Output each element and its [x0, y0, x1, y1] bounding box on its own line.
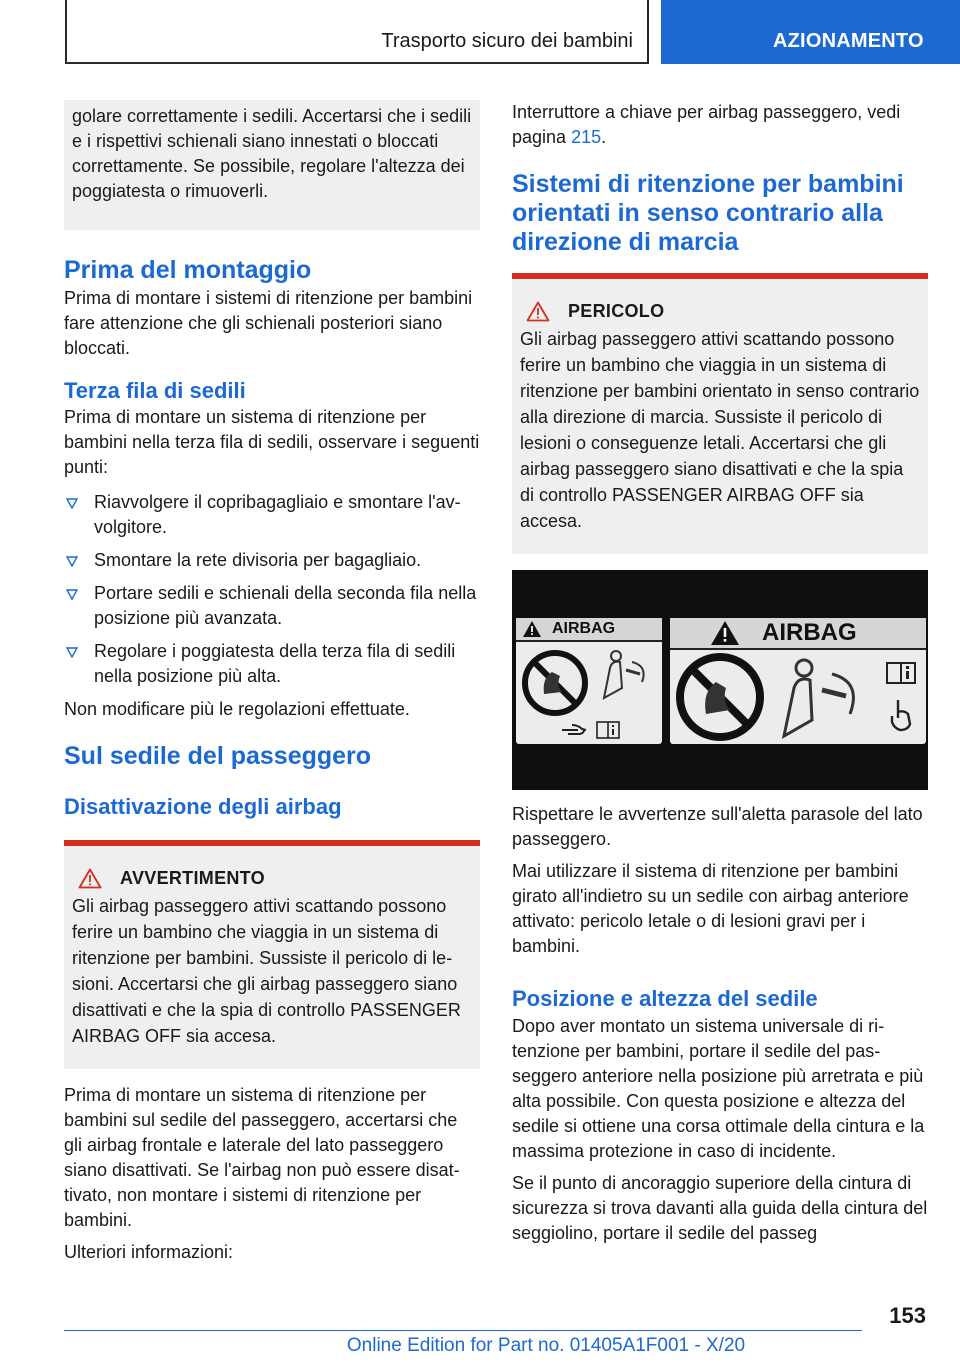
heading-disattivazione-airbag: Disattivazione degli airbag: [64, 794, 342, 819]
triangle-bullet-icon: [66, 498, 78, 509]
paragraph-never-use: Mai utilizzare il sistema di ritenzione per bambini girato all'indietro su un sedile con airbag anteriore attivato: pericolo letale o di lesioni gravi per i bambini.: [512, 861, 909, 956]
pointing-hand-icon: [560, 721, 588, 739]
key-switch-period: .: [601, 127, 607, 147]
triangle-bullet-icon: [66, 589, 78, 600]
left-column: [64, 100, 480, 1272]
heading-posizione-altezza: Posizione e altezza del sedile: [512, 986, 818, 1011]
warning-box: [64, 840, 480, 1069]
warning-text: Gli airbag passeggero attivi scattando possono ferire un bambino che viaggia in un sistema di ritenzione per bambini. Sussiste il pericolo di lesioni. Accertarsi che gli airbag passeggero siano disattivati e che la spia di controllo PASSENGER AIRBAG OFF sia accesa.: [72, 896, 461, 1046]
danger-header: [520, 301, 920, 322]
list-item: [64, 581, 480, 631]
page-number: 153: [889, 1303, 926, 1328]
warning-triangle-icon: [710, 620, 740, 646]
paragraph-more-info: Ulteriori informazioni:: [64, 1242, 234, 1262]
paragraph-prima-del-montaggio: Prima di montare i sistemi di ritenzione per bambini fare attenzione che gli schienali posteriori siano bloccati.: [64, 288, 473, 358]
airbag-label-large: [670, 618, 926, 744]
airbag-deploy-icon: [596, 648, 656, 704]
continued-note-text: golare correttamente i sedili. Accertarsi che i sedili e i rispettivi schienali siano innestati o bloccati correttamente. Se possibile, regolare l'altezza dei poggiatesta o rimuoverli.: [72, 106, 472, 201]
header-chapter-tab: [661, 0, 960, 64]
airbag-label-small-word: AIRBAG: [552, 620, 616, 637]
warning-title: AVVERTIMENTO: [120, 868, 265, 888]
footer-edition-text: Online Edition for Part no. 01405A1F001 - X/20: [346, 1335, 746, 1356]
heading-prima-del-montaggio: Prima del montaggio: [64, 256, 312, 284]
triangle-bullet-icon: [66, 556, 78, 567]
page-link-215[interactable]: 215: [571, 127, 602, 147]
key-switch-text: Interruttore a chiave per airbag passeggero, vedi pagina: [512, 102, 901, 147]
header-chapter-title: AZIONAMENTO: [773, 30, 924, 52]
list-item-text: Regolare i poggiatesta della terza fila di sedili nella posizione più alta.: [94, 641, 456, 686]
warning-triangle-icon: [78, 868, 102, 889]
list-item: [64, 490, 480, 540]
footer-edition: [0, 1335, 960, 1357]
paragraph-seat-position: Dopo aver montato un sistema universale di ritenzione per bambini, portare il sedile del passeggero anteriore nella posizione più arretrata e più alta possibile. Con questa posizione e altezza del sedile si ottiene una corsa ottimale della cintura e la massima protezione in caso di incidente.: [512, 1016, 925, 1161]
no-child-seat-icon: [672, 652, 768, 742]
right-column: [512, 100, 928, 1253]
list-item: [64, 548, 480, 573]
danger-title: PERICOLO: [568, 301, 665, 321]
paragraph-anchor-point: Se il punto di ancoraggio superiore della cintura di sicurezza si trova davanti alla guida della cintura del seggiolino, portare il sedile del passeg: [512, 1173, 928, 1243]
third-row-steps-list: [64, 490, 480, 689]
paragraph-no-changes: Non modificare più le regolazioni effettuate.: [64, 699, 410, 719]
list-item-text: Smontare la rete divisoria per bagagliaio.: [94, 550, 422, 570]
airbag-deploy-icon: [774, 654, 874, 742]
manual-book-icon: [886, 662, 916, 684]
paragraph-key-switch: [512, 100, 928, 150]
manual-book-icon: [596, 721, 620, 739]
triangle-bullet-icon: [66, 647, 78, 658]
warning-header: [72, 868, 472, 889]
header-section-box: [65, 0, 649, 64]
header-section-title: Trasporto sicuro dei bambini: [381, 30, 633, 52]
warning-triangle-icon: [522, 620, 542, 638]
airbag-label-small: [516, 618, 662, 744]
no-child-seat-icon: [520, 648, 590, 718]
heading-terza-fila: Terza fila di sedili: [64, 378, 246, 403]
heading-rear-facing-seats: Sistemi di ritenzione per bambini orientati in senso contrario alla direzione di marcia: [512, 170, 904, 256]
list-item-text: Riavvolgere il copribagagliaio e smontare l'avvolgitore.: [94, 492, 461, 537]
list-item-text: Portare sedili e schienali della seconda fila nella posizione più avanzata.: [94, 583, 477, 628]
danger-box: [512, 273, 928, 554]
paragraph-before-install-passenger: Prima di montare un sistema di ritenzione per bambini sul sedile del passeggero, accertarsi che gli airbag frontale e laterale del lato passeggero siano disattivati. Se l'airbag non può essere disattivato, non montare i sistemi di ritenzione per bambini.: [64, 1085, 460, 1230]
sun-visor-airbag-label-photo: [512, 570, 928, 790]
airbag-label-large-word: AIRBAG: [762, 619, 857, 646]
danger-text: Gli airbag passeggero attivi scattando possono ferire un bambino che viaggia in un sistema di ritenzione per bambini orientato in senso contrario alla direzione di marcia. Sussiste il pericolo di lesioni o conseguenze letali. Accertarsi che gli airbag passeggero siano disattivati e che la spia di controllo PASSENGER AIRBAG OFF sia accesa.: [520, 329, 920, 531]
paragraph-sun-visor: Rispettare le avvertenze sull'aletta parasole del lato passeggero.: [512, 804, 923, 849]
paragraph-terza-fila: Prima di montare un sistema di ritenzione per bambini nella terza fila di sedili, osservare i seguenti punti:: [64, 407, 480, 477]
continued-note-box: [64, 100, 480, 230]
warning-triangle-icon: [526, 301, 550, 322]
list-item: [64, 639, 480, 689]
heading-sedile-passeggero: Sul sedile del passeggero: [64, 742, 372, 770]
pointing-hand-icon: [888, 698, 914, 732]
footer-divider: [64, 1330, 862, 1331]
